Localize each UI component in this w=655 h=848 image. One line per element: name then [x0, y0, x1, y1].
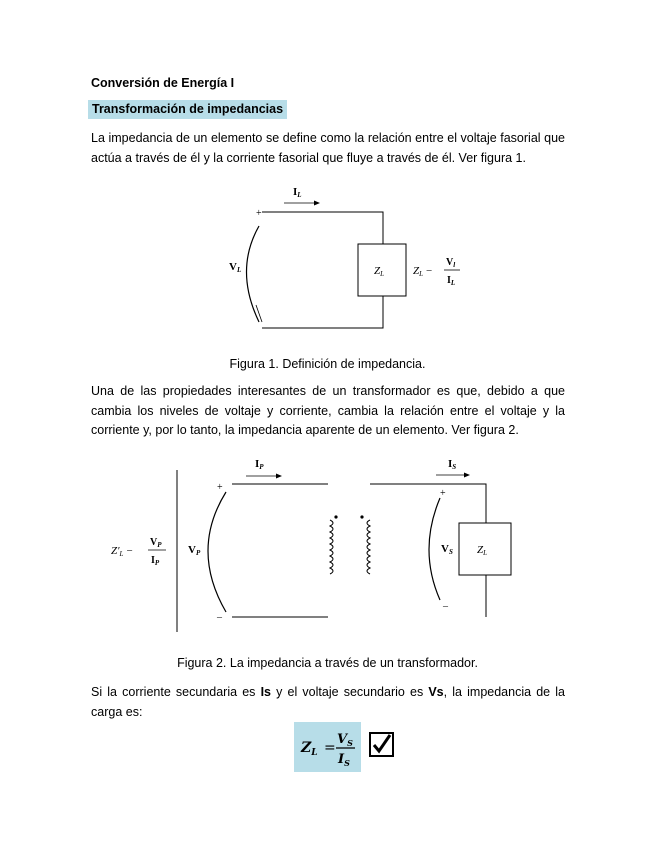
- fig2-primary-voltage-arc: [208, 492, 226, 612]
- fig2-secondary-voltage-label: VS: [441, 543, 453, 556]
- fig1-equation-denominator: $I_L$: [447, 275, 456, 287]
- fig2-load-label: ZL: [477, 544, 488, 557]
- fig2-equation-lhs: Z′L −: [111, 545, 133, 558]
- fig1-box-label: ZL: [374, 265, 385, 278]
- fig2-primary-minus: –: [217, 612, 222, 623]
- check-icon: [369, 732, 394, 757]
- fig1-plus-sign: +: [256, 208, 262, 219]
- fig2-primary-plus: +: [217, 482, 223, 493]
- fig2-secondary-coil: [367, 520, 370, 574]
- paragraph-impedance-definition: La impedancia de un elemento se define como la relación entre el voltaje fasorial que actúa a través de él y la corriente fasorial que fluye a través de él. Ver figura 1.: [91, 131, 565, 165]
- fig2-primary-voltage-label: VP: [188, 544, 201, 557]
- formula-equals: =: [324, 740, 336, 756]
- formula-denominator: $I_S$: [338, 752, 350, 768]
- fig2-primary-dot: [334, 515, 337, 518]
- fig2-primary-current-label: IP: [255, 458, 264, 471]
- fig2-secondary-voltage-arc: [429, 498, 440, 600]
- figure-2-caption: Figura 2. La impedancia a través de un transformador.: [177, 656, 478, 670]
- fig1-current-label: IL: [293, 186, 302, 199]
- fig2-secondary-minus: –: [443, 601, 448, 612]
- load-impedance-formula: [294, 722, 361, 772]
- fig1-equation-lhs: ZL −: [413, 265, 433, 278]
- fig2-equation-denominator: $I_P$: [151, 555, 160, 567]
- fig2-secondary-plus: +: [440, 488, 446, 499]
- section-heading: Transformación de impedancias: [88, 100, 287, 119]
- fig1-equation-numerator: $V_l$: [446, 257, 456, 269]
- fig2-secondary-dot: [360, 515, 363, 518]
- paragraph-transformer-property: Una de las propiedades interesantes de un transformador es que, debido a que cambia los niveles de voltaje y corriente, cambia la relación entre el voltaje y la corriente y, por lo tanto, la impedancia aparente de un elemento. Ver figura 2.: [91, 384, 565, 437]
- fig2-equation-numerator: $V_P$: [150, 537, 162, 549]
- fig1-voltage-label: VL: [229, 261, 242, 274]
- formula-lhs: $Z_L$: [301, 740, 318, 758]
- fig2-primary-coil: [330, 520, 333, 574]
- fig2-secondary-current-label: IS: [448, 458, 457, 471]
- formula-numerator: $V_S$: [337, 732, 353, 748]
- formula-svg: [294, 722, 361, 772]
- paragraph-load-impedance: Si la corriente secundaria es Is y el voltaje secundario es Vs, la impedancia de la carga es:: [91, 685, 565, 719]
- course-title: Conversión de Energía I: [91, 76, 235, 90]
- figure-1-caption: Figura 1. Definición de impedancia.: [229, 357, 426, 371]
- fig2-secondary-top-wire: [370, 484, 486, 523]
